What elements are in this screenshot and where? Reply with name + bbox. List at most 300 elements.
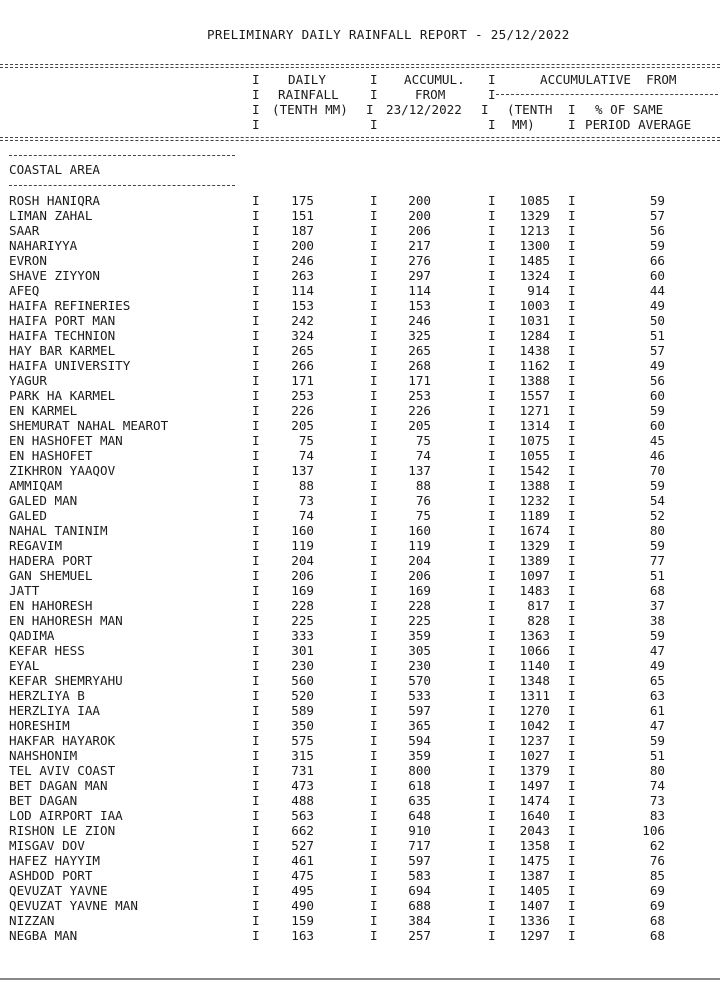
accumulated-cell: 359 bbox=[408, 628, 431, 643]
daily-rainfall-cell: 226 bbox=[291, 403, 314, 418]
accumulative-tenth-cell: 1284 bbox=[519, 328, 550, 343]
column-separator: I bbox=[252, 763, 260, 778]
column-separator: I bbox=[488, 433, 496, 448]
header-separator: I bbox=[370, 117, 378, 132]
accumulated-cell: 648 bbox=[408, 808, 431, 823]
table-row bbox=[0, 613, 720, 628]
daily-rainfall-cell: 350 bbox=[291, 718, 314, 733]
accumulative-tenth-cell: 1085 bbox=[519, 193, 550, 208]
percent-average-cell: 65 bbox=[649, 673, 665, 688]
column-separator: I bbox=[488, 343, 496, 358]
accumulative-tenth-cell: 1407 bbox=[519, 898, 550, 913]
column-separator: I bbox=[488, 478, 496, 493]
daily-rainfall-cell: 225 bbox=[291, 613, 314, 628]
percent-average-cell: 106 bbox=[642, 823, 665, 838]
column-separator: I bbox=[568, 448, 576, 463]
accumulated-cell: 365 bbox=[408, 718, 431, 733]
station-name: HERZLIYA B bbox=[9, 688, 85, 703]
column-separator: I bbox=[488, 568, 496, 583]
accumulated-cell: 597 bbox=[408, 853, 431, 868]
column-separator: I bbox=[252, 223, 260, 238]
percent-average-cell: 49 bbox=[649, 298, 665, 313]
column-separator: I bbox=[568, 628, 576, 643]
percent-average-cell: 69 bbox=[649, 898, 665, 913]
column-separator: I bbox=[252, 853, 260, 868]
daily-rainfall-cell: 228 bbox=[291, 598, 314, 613]
column-separator: I bbox=[568, 763, 576, 778]
accumulated-cell: 160 bbox=[408, 523, 431, 538]
accumulative-tenth-cell: 914 bbox=[527, 283, 550, 298]
table-row bbox=[0, 448, 720, 463]
pct-header-line2: PERIOD AVERAGE bbox=[585, 117, 692, 132]
header-separator: I bbox=[488, 72, 496, 87]
accumulative-underline bbox=[496, 94, 718, 95]
station-name: NEGBA MAN bbox=[9, 928, 78, 943]
station-name: NAHARIYYA bbox=[9, 238, 78, 253]
daily-rainfall-cell: 153 bbox=[291, 298, 314, 313]
accumulated-cell: 694 bbox=[408, 883, 431, 898]
column-separator: I bbox=[488, 193, 496, 208]
percent-average-cell: 37 bbox=[649, 598, 665, 613]
percent-average-cell: 76 bbox=[649, 853, 665, 868]
accumulated-cell: 325 bbox=[408, 328, 431, 343]
percent-average-cell: 70 bbox=[649, 463, 665, 478]
column-separator: I bbox=[568, 778, 576, 793]
table-row bbox=[0, 388, 720, 403]
column-separator: I bbox=[252, 208, 260, 223]
page-bottom-edge bbox=[0, 978, 720, 980]
column-separator: I bbox=[252, 508, 260, 523]
accumulative-tenth-cell: 2043 bbox=[519, 823, 550, 838]
column-separator: I bbox=[370, 928, 378, 943]
table-row bbox=[0, 373, 720, 388]
column-separator: I bbox=[370, 628, 378, 643]
table-row bbox=[0, 328, 720, 343]
daily-rainfall-cell: 731 bbox=[291, 763, 314, 778]
accumulative-tenth-cell: 1003 bbox=[519, 298, 550, 313]
column-separator: I bbox=[252, 643, 260, 658]
percent-average-cell: 59 bbox=[649, 403, 665, 418]
column-separator: I bbox=[488, 538, 496, 553]
daily-rainfall-cell: 461 bbox=[291, 853, 314, 868]
station-name: LOD AIRPORT IAA bbox=[9, 808, 123, 823]
column-separator: I bbox=[488, 598, 496, 613]
station-name: KEFAR HESS bbox=[9, 643, 85, 658]
header-separator: I bbox=[366, 102, 374, 117]
column-separator: I bbox=[370, 568, 378, 583]
accumulated-cell: 594 bbox=[408, 733, 431, 748]
column-separator: I bbox=[568, 568, 576, 583]
accumulative-tenth-cell: 1232 bbox=[519, 493, 550, 508]
table-row bbox=[0, 913, 720, 928]
percent-average-cell: 57 bbox=[649, 208, 665, 223]
column-separator: I bbox=[252, 418, 260, 433]
station-name: HAY BAR KARMEL bbox=[9, 343, 116, 358]
column-separator: I bbox=[370, 643, 378, 658]
column-separator: I bbox=[370, 433, 378, 448]
daily-rainfall-cell: 114 bbox=[291, 283, 314, 298]
column-separator: I bbox=[252, 793, 260, 808]
accumulated-cell: 75 bbox=[415, 433, 431, 448]
accumulative-tenth-cell: 1066 bbox=[519, 643, 550, 658]
table-row bbox=[0, 508, 720, 523]
percent-average-cell: 57 bbox=[649, 343, 665, 358]
column-separator: I bbox=[488, 298, 496, 313]
accumulated-cell: 114 bbox=[408, 283, 431, 298]
table-row bbox=[0, 748, 720, 763]
station-name: HAKFAR HAYAROK bbox=[9, 733, 116, 748]
column-separator: I bbox=[568, 733, 576, 748]
station-name: TEL AVIV COAST bbox=[9, 763, 116, 778]
station-name: SHAVE ZIYYON bbox=[9, 268, 100, 283]
station-name: GALED bbox=[9, 508, 47, 523]
accumulated-cell: 800 bbox=[408, 763, 431, 778]
percent-average-cell: 83 bbox=[649, 808, 665, 823]
column-separator: I bbox=[568, 253, 576, 268]
accumulative-tenth-cell: 1483 bbox=[519, 583, 550, 598]
daily-rainfall-cell: 315 bbox=[291, 748, 314, 763]
column-separator: I bbox=[488, 418, 496, 433]
station-name: SAAR bbox=[9, 223, 40, 238]
column-separator: I bbox=[252, 538, 260, 553]
column-separator: I bbox=[568, 463, 576, 478]
accumulated-cell: 583 bbox=[408, 868, 431, 883]
accumulated-cell: 119 bbox=[408, 538, 431, 553]
percent-average-cell: 80 bbox=[649, 763, 665, 778]
column-separator: I bbox=[488, 463, 496, 478]
column-separator: I bbox=[568, 823, 576, 838]
station-name: BET DAGAN bbox=[9, 793, 78, 808]
column-separator: I bbox=[252, 778, 260, 793]
accumulated-cell: 169 bbox=[408, 583, 431, 598]
daily-rainfall-cell: 473 bbox=[291, 778, 314, 793]
tenth-header-line1: (TENTH bbox=[507, 102, 553, 117]
table-row bbox=[0, 238, 720, 253]
column-separator: I bbox=[252, 553, 260, 568]
accumulative-tenth-cell: 1042 bbox=[519, 718, 550, 733]
station-name: HERZLIYA IAA bbox=[9, 703, 100, 718]
column-separator: I bbox=[488, 838, 496, 853]
table-row bbox=[0, 538, 720, 553]
column-separator: I bbox=[370, 283, 378, 298]
column-separator: I bbox=[252, 823, 260, 838]
daily-header-line3: (TENTH MM) bbox=[272, 102, 348, 117]
column-separator: I bbox=[488, 808, 496, 823]
column-separator: I bbox=[568, 808, 576, 823]
table-row bbox=[0, 208, 720, 223]
station-name: BET DAGAN MAN bbox=[9, 778, 108, 793]
column-separator: I bbox=[370, 478, 378, 493]
table-row bbox=[0, 478, 720, 493]
column-separator: I bbox=[370, 223, 378, 238]
header-separator: I bbox=[370, 87, 378, 102]
column-separator: I bbox=[568, 598, 576, 613]
header-separator: I bbox=[370, 72, 378, 87]
table-row bbox=[0, 433, 720, 448]
column-separator: I bbox=[568, 193, 576, 208]
report-title: PRELIMINARY DAILY RAINFALL REPORT - 25/12/2022 bbox=[207, 27, 570, 42]
daily-rainfall-cell: 230 bbox=[291, 658, 314, 673]
accumulated-cell: 253 bbox=[408, 388, 431, 403]
daily-rainfall-cell: 159 bbox=[291, 913, 314, 928]
table-row bbox=[0, 733, 720, 748]
column-separator: I bbox=[252, 343, 260, 358]
accumulated-cell: 206 bbox=[408, 223, 431, 238]
header-separator: I bbox=[488, 117, 496, 132]
column-separator: I bbox=[370, 913, 378, 928]
table-row bbox=[0, 598, 720, 613]
station-name: HADERA PORT bbox=[9, 553, 93, 568]
station-name: SHEMURAT NAHAL MEAROT bbox=[9, 418, 169, 433]
accumulative-tenth-cell: 1097 bbox=[519, 568, 550, 583]
column-separator: I bbox=[252, 328, 260, 343]
pct-header-line1: % OF SAME bbox=[595, 102, 664, 117]
accumulative-tenth-cell: 1475 bbox=[519, 853, 550, 868]
column-separator: I bbox=[252, 373, 260, 388]
accumulated-cell: 276 bbox=[408, 253, 431, 268]
section-title: COASTAL AREA bbox=[9, 162, 100, 177]
column-separator: I bbox=[488, 613, 496, 628]
header-separator: I bbox=[252, 72, 260, 87]
column-separator: I bbox=[568, 673, 576, 688]
column-separator: I bbox=[370, 898, 378, 913]
accumulated-cell: 226 bbox=[408, 403, 431, 418]
header-separator: I bbox=[252, 87, 260, 102]
station-name: QADIMA bbox=[9, 628, 55, 643]
table-row bbox=[0, 493, 720, 508]
accumulative-tenth-cell: 1348 bbox=[519, 673, 550, 688]
accumulative-tenth-cell: 1674 bbox=[519, 523, 550, 538]
station-name: GALED MAN bbox=[9, 493, 78, 508]
column-separator: I bbox=[370, 883, 378, 898]
station-name: REGAVIM bbox=[9, 538, 63, 553]
column-separator: I bbox=[488, 628, 496, 643]
column-separator: I bbox=[568, 883, 576, 898]
column-separator: I bbox=[488, 238, 496, 253]
station-name: KEFAR SHEMRYAHU bbox=[9, 673, 123, 688]
column-separator: I bbox=[488, 523, 496, 538]
accumulated-cell: 204 bbox=[408, 553, 431, 568]
column-separator: I bbox=[252, 193, 260, 208]
percent-average-cell: 68 bbox=[649, 928, 665, 943]
daily-rainfall-cell: 169 bbox=[291, 583, 314, 598]
column-separator: I bbox=[488, 883, 496, 898]
percent-average-cell: 68 bbox=[649, 913, 665, 928]
column-separator: I bbox=[370, 733, 378, 748]
station-name: ZIKHRON YAAQOV bbox=[9, 463, 116, 478]
daily-rainfall-cell: 242 bbox=[291, 313, 314, 328]
percent-average-cell: 59 bbox=[649, 733, 665, 748]
station-name: GAN SHEMUEL bbox=[9, 568, 93, 583]
station-name: HORESHIM bbox=[9, 718, 70, 733]
percent-average-cell: 74 bbox=[649, 778, 665, 793]
percent-average-cell: 38 bbox=[649, 613, 665, 628]
accumulated-cell: 137 bbox=[408, 463, 431, 478]
column-separator: I bbox=[488, 658, 496, 673]
column-separator: I bbox=[568, 298, 576, 313]
percent-average-cell: 51 bbox=[649, 328, 665, 343]
column-separator: I bbox=[488, 688, 496, 703]
accumulated-cell: 910 bbox=[408, 823, 431, 838]
accumulative-tenth-cell: 1162 bbox=[519, 358, 550, 373]
column-separator: I bbox=[568, 418, 576, 433]
accumulative-tenth-cell: 1485 bbox=[519, 253, 550, 268]
header-separator: I bbox=[252, 117, 260, 132]
column-separator: I bbox=[370, 658, 378, 673]
column-separator: I bbox=[568, 658, 576, 673]
column-separator: I bbox=[370, 553, 378, 568]
accumulative-tenth-cell: 1237 bbox=[519, 733, 550, 748]
column-separator: I bbox=[488, 703, 496, 718]
header-separator: I bbox=[568, 102, 576, 117]
table-row bbox=[0, 523, 720, 538]
table-row bbox=[0, 703, 720, 718]
table-row bbox=[0, 823, 720, 838]
accumulative-tenth-cell: 1387 bbox=[519, 868, 550, 883]
daily-rainfall-cell: 206 bbox=[291, 568, 314, 583]
column-separator: I bbox=[252, 313, 260, 328]
column-separator: I bbox=[488, 793, 496, 808]
column-separator: I bbox=[488, 748, 496, 763]
daily-rainfall-cell: 263 bbox=[291, 268, 314, 283]
accumulative-tenth-cell: 1388 bbox=[519, 373, 550, 388]
column-separator: I bbox=[252, 463, 260, 478]
table-row bbox=[0, 868, 720, 883]
table-row bbox=[0, 778, 720, 793]
column-separator: I bbox=[252, 913, 260, 928]
column-separator: I bbox=[568, 838, 576, 853]
percent-average-cell: 85 bbox=[649, 868, 665, 883]
daily-header-line2: RAINFALL bbox=[278, 87, 339, 102]
accumulated-cell: 246 bbox=[408, 313, 431, 328]
header-separator: I bbox=[488, 87, 496, 102]
accumulated-cell: 171 bbox=[408, 373, 431, 388]
column-separator: I bbox=[370, 328, 378, 343]
column-separator: I bbox=[370, 868, 378, 883]
accumulated-cell: 217 bbox=[408, 238, 431, 253]
daily-rainfall-cell: 205 bbox=[291, 418, 314, 433]
percent-average-cell: 59 bbox=[649, 628, 665, 643]
daily-header-line1: DAILY bbox=[288, 72, 326, 87]
daily-rainfall-cell: 187 bbox=[291, 223, 314, 238]
table-row bbox=[0, 553, 720, 568]
station-name: HAIFA REFINERIES bbox=[9, 298, 131, 313]
daily-rainfall-cell: 563 bbox=[291, 808, 314, 823]
station-name: HAIFA UNIVERSITY bbox=[9, 358, 131, 373]
percent-average-cell: 66 bbox=[649, 253, 665, 268]
percent-average-cell: 49 bbox=[649, 358, 665, 373]
column-separator: I bbox=[488, 898, 496, 913]
section-top-rule bbox=[9, 155, 235, 156]
accumulated-cell: 200 bbox=[408, 193, 431, 208]
daily-rainfall-cell: 662 bbox=[291, 823, 314, 838]
daily-rainfall-cell: 490 bbox=[291, 898, 314, 913]
column-separator: I bbox=[252, 358, 260, 373]
table-row bbox=[0, 193, 720, 208]
daily-rainfall-cell: 137 bbox=[291, 463, 314, 478]
station-name: EN HASHOFET MAN bbox=[9, 433, 123, 448]
column-separator: I bbox=[252, 388, 260, 403]
column-separator: I bbox=[568, 928, 576, 943]
column-separator: I bbox=[488, 493, 496, 508]
column-separator: I bbox=[252, 568, 260, 583]
column-separator: I bbox=[568, 313, 576, 328]
table-row bbox=[0, 568, 720, 583]
table-row bbox=[0, 418, 720, 433]
station-name: QEVUZAT YAVNE MAN bbox=[9, 898, 138, 913]
column-separator: I bbox=[488, 358, 496, 373]
daily-rainfall-cell: 151 bbox=[291, 208, 314, 223]
accumulated-cell: 305 bbox=[408, 643, 431, 658]
station-name: EN HAHORESH MAN bbox=[9, 613, 123, 628]
column-separator: I bbox=[568, 793, 576, 808]
header-bottom-rule bbox=[0, 137, 720, 141]
station-name: AFEQ bbox=[9, 283, 40, 298]
accumulative-tenth-cell: 1363 bbox=[519, 628, 550, 643]
column-separator: I bbox=[252, 253, 260, 268]
station-name: HAIFA TECHNION bbox=[9, 328, 116, 343]
table-row bbox=[0, 853, 720, 868]
column-separator: I bbox=[370, 268, 378, 283]
station-name: JATT bbox=[9, 583, 40, 598]
daily-rainfall-cell: 520 bbox=[291, 688, 314, 703]
accum-header-line2: FROM bbox=[415, 87, 446, 102]
column-separator: I bbox=[568, 403, 576, 418]
column-separator: I bbox=[252, 703, 260, 718]
accumulated-cell: 618 bbox=[408, 778, 431, 793]
accumulated-cell: 76 bbox=[415, 493, 431, 508]
accumulated-cell: 257 bbox=[408, 928, 431, 943]
column-separator: I bbox=[252, 523, 260, 538]
column-separator: I bbox=[370, 208, 378, 223]
accumulated-cell: 225 bbox=[408, 613, 431, 628]
column-separator: I bbox=[488, 868, 496, 883]
percent-average-cell: 59 bbox=[649, 193, 665, 208]
header-separator: I bbox=[568, 117, 576, 132]
daily-rainfall-cell: 163 bbox=[291, 928, 314, 943]
column-separator: I bbox=[370, 493, 378, 508]
column-separator: I bbox=[488, 208, 496, 223]
table-row bbox=[0, 643, 720, 658]
accumulative-tenth-cell: 1557 bbox=[519, 388, 550, 403]
column-separator: I bbox=[252, 238, 260, 253]
column-separator: I bbox=[488, 763, 496, 778]
accumulative-tenth-cell: 1270 bbox=[519, 703, 550, 718]
table-row bbox=[0, 358, 720, 373]
column-separator: I bbox=[370, 313, 378, 328]
column-separator: I bbox=[370, 583, 378, 598]
percent-average-cell: 54 bbox=[649, 493, 665, 508]
column-separator: I bbox=[252, 433, 260, 448]
percent-average-cell: 73 bbox=[649, 793, 665, 808]
table-row bbox=[0, 688, 720, 703]
table-row bbox=[0, 583, 720, 598]
column-separator: I bbox=[370, 298, 378, 313]
station-name: EVRON bbox=[9, 253, 47, 268]
daily-rainfall-cell: 266 bbox=[291, 358, 314, 373]
daily-rainfall-cell: 333 bbox=[291, 628, 314, 643]
column-separator: I bbox=[370, 688, 378, 703]
tenth-header-line2: MM) bbox=[512, 117, 535, 132]
percent-average-cell: 49 bbox=[649, 658, 665, 673]
daily-rainfall-cell: 495 bbox=[291, 883, 314, 898]
accumulated-cell: 206 bbox=[408, 568, 431, 583]
column-separator: I bbox=[568, 238, 576, 253]
station-name: NIZZAN bbox=[9, 913, 55, 928]
column-separator: I bbox=[488, 328, 496, 343]
table-row bbox=[0, 268, 720, 283]
station-name: AMMIQAM bbox=[9, 478, 63, 493]
